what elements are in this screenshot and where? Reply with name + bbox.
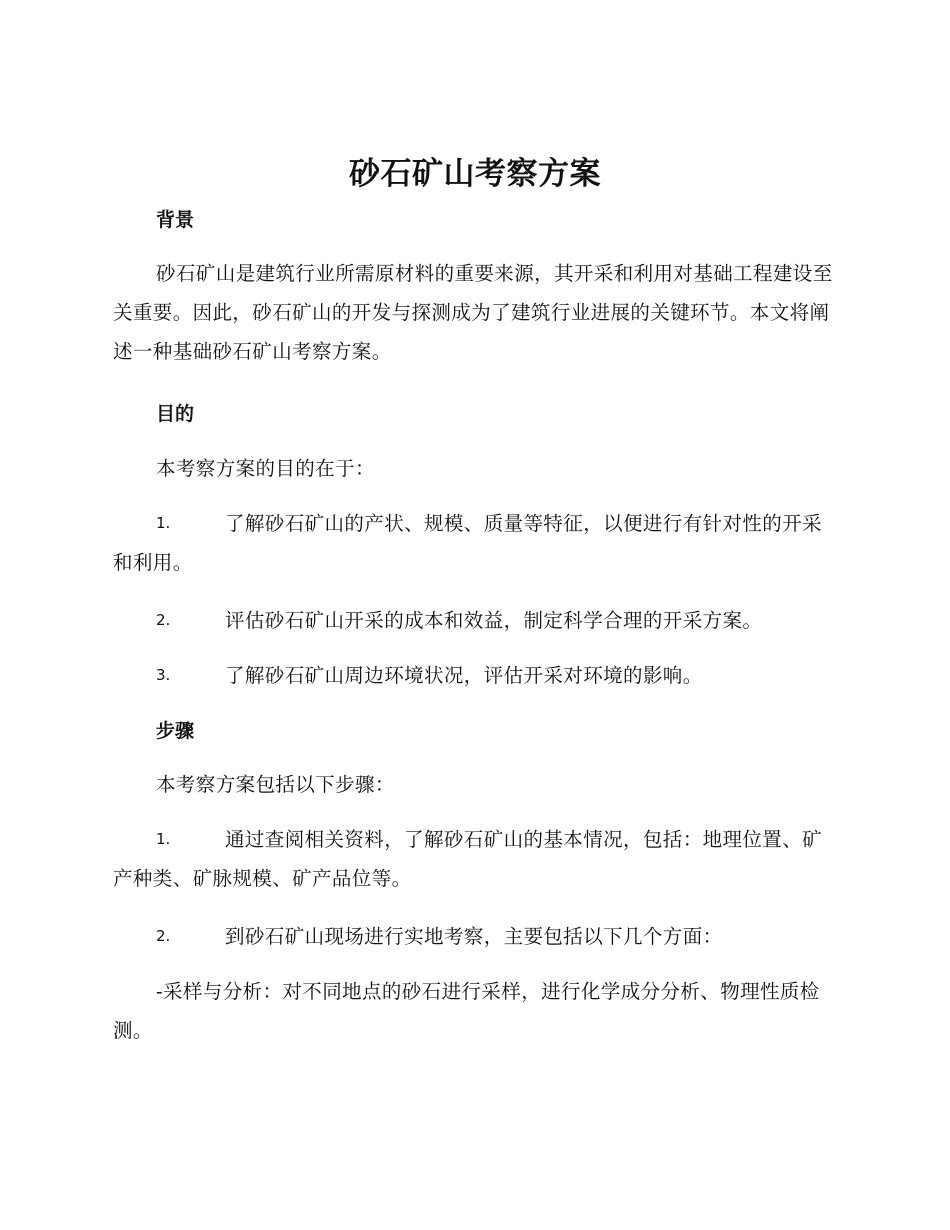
steps-item-2-number: 2.	[156, 927, 171, 945]
background-paragraph: 砂石矿山是建筑行业所需原材料的重要来源，其开采和利用对基础工程建设至关重要。因此，砂石矿山的开发与探测成为了建筑行业进展的关键环节。本文将阐述一种基础砂石矿山考察方案。	[113, 262, 833, 363]
purpose-item-1: 了解砂石矿山的产状、规模、质量等特征，以便进行有针对性的开采和利用。	[113, 512, 823, 574]
section-heading-steps: 步骤	[156, 720, 195, 742]
steps-sub-item: -采样与分析：对不同地点的砂石进行采样，进行化学成分分析、物理性质检测。	[113, 980, 820, 1042]
purpose-intro: 本考察方案的目的在于：	[156, 457, 375, 480]
purpose-item-3-number: 3.	[156, 666, 171, 684]
purpose-item-2: 评估砂石矿山开采的成本和效益，制定科学合理的开采方案。	[225, 609, 763, 632]
steps-item-1: 通过查阅相关资料，了解砂石矿山的基本情况，包括：地理位置、矿产种类、矿脉规模、矿产品位等。	[113, 828, 823, 890]
purpose-item-1-number: 1.	[156, 514, 171, 532]
document-title: 砂石矿山考察方案	[349, 156, 601, 192]
section-heading-background: 背景	[156, 209, 195, 231]
purpose-item-3: 了解砂石矿山周边环境状况，评估开采对环境的影响。	[225, 664, 703, 687]
steps-item-2: 到砂石矿山现场进行实地考察，主要包括以下几个方面：	[225, 925, 723, 948]
steps-intro: 本考察方案包括以下步骤：	[156, 773, 395, 796]
purpose-item-2-number: 2.	[156, 611, 171, 629]
steps-item-1-number: 1.	[156, 830, 171, 848]
section-heading-purpose: 目的	[156, 403, 195, 425]
